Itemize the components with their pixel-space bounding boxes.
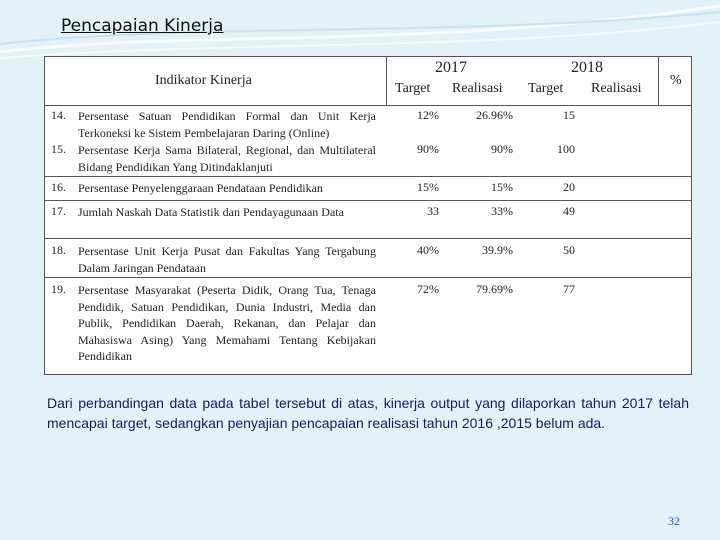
row-number: 18.	[51, 243, 66, 257]
realisasi-2017: 79.69%	[476, 282, 513, 296]
row-divider	[45, 200, 691, 201]
header-rule	[45, 105, 691, 106]
realisasi-2017: 39.9%	[482, 243, 513, 257]
target-2017: 12%	[417, 108, 439, 122]
target-2017: 40%	[417, 243, 439, 257]
header-year-2017: 2017	[435, 59, 467, 76]
target-2018: 100	[557, 142, 575, 156]
header-year-2018: 2018	[571, 59, 603, 76]
realisasi-2017: 26.96%	[476, 108, 513, 122]
row-indicator: Persentase Kerja Sama Bilateral, Regional, dan Multilateral Bidang Pendidikan Yang Ditindaklanjuti	[78, 143, 376, 174]
target-2018: 77	[563, 282, 575, 296]
target-2017: 33	[427, 204, 439, 218]
header-realisasi-2017: Realisasi	[452, 81, 503, 96]
row-indicator: Persentase Masyarakat (Peserta Didik, Orang Tua, Tenaga Pendidik, Satuan Pendidikan, Dunia Industri, Media dan Publik, Pendidikan Daerah, Rekanan, dan Pelajar dan Mahasiswa Asing) Yang Memahami Tentang Kebijakan Pendidikan	[78, 283, 376, 363]
realisasi-2017: 15%	[491, 180, 513, 194]
target-2018: 20	[563, 180, 575, 194]
row-divider	[45, 238, 691, 239]
row-number: 19.	[51, 282, 66, 296]
target-2017: 15%	[417, 180, 439, 194]
header-divider-left	[386, 57, 387, 105]
row-indicator: Persentase Penyelenggaraan Pendataan Pendidikan	[78, 181, 323, 195]
slide-title: Pencapaian Kinerja	[61, 16, 224, 36]
row-divider	[45, 176, 691, 177]
summary-text: Dari perbandingan data pada tabel tersebut di atas, kinerja output yang dilaporkan tahun 2017 telah mencapai target, sedangkan penyajian pencapaian realisasi tahun 2016 ,2015 belum ada.	[47, 395, 689, 431]
header-indicator: Indikator Kinerja	[155, 73, 252, 88]
target-2018: 49	[563, 204, 575, 218]
header-realisasi-2018: Realisasi	[591, 81, 642, 96]
row-number: 14.	[51, 108, 66, 122]
target-2018: 50	[563, 243, 575, 257]
target-2017: 72%	[417, 282, 439, 296]
row-indicator: Jumlah Naskah Data Statistik dan Pendayagunaan Data	[78, 205, 344, 219]
target-2017: 90%	[417, 142, 439, 156]
row-indicator: Persentase Unit Kerja Pusat dan Fakultas Yang Tergabung Dalam Jaringan Pendataan	[78, 244, 376, 275]
header-percent: %	[670, 73, 682, 88]
row-number: 17.	[51, 204, 66, 218]
header-target-2017: Target	[395, 81, 431, 96]
row-divider	[45, 277, 691, 278]
performance-table	[44, 56, 692, 375]
header-target-2018: Target	[528, 81, 564, 96]
row-number: 16.	[51, 180, 66, 194]
page-number: 32	[668, 514, 680, 528]
realisasi-2017: 90%	[491, 142, 513, 156]
header-divider-right	[658, 57, 659, 105]
row-number: 15.	[51, 142, 66, 156]
realisasi-2017: 33%	[491, 204, 513, 218]
target-2018: 15	[563, 108, 575, 122]
row-indicator: Persentase Satuan Pendidikan Formal dan Unit Kerja Terkoneksi ke Sistem Pembelajaran Daring (Online)	[78, 109, 376, 140]
